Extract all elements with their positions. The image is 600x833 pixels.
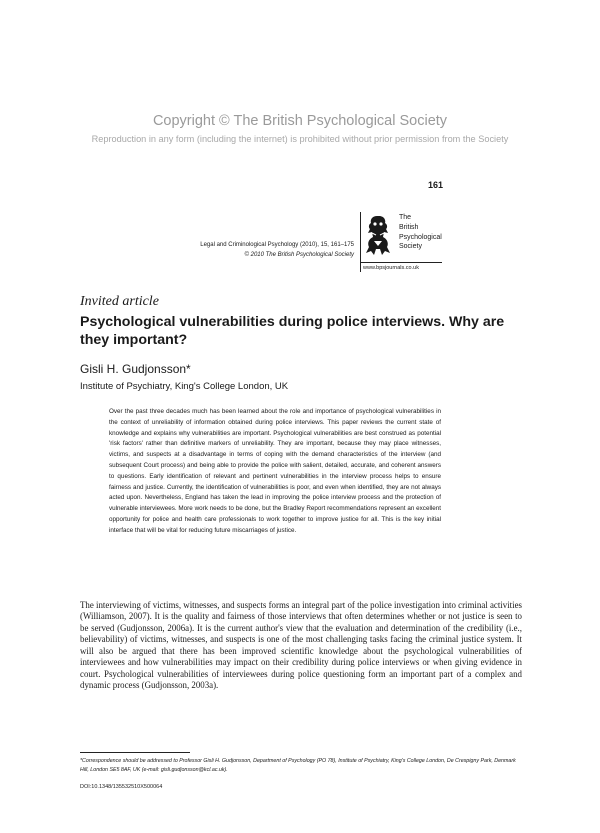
reproduction-notice: Reproduction in any form (including the internet) is prohibited without prior permission from the Society	[91, 134, 509, 144]
doi: DOI:10.1348/135532510X500064	[80, 784, 163, 790]
society-name	[399, 213, 442, 252]
website-link[interactable]: www.bpsjournals.co.uk	[363, 265, 419, 271]
author-name: Gisli H. Gudjonsson*	[80, 362, 191, 376]
header-divider-horizontal	[360, 262, 442, 263]
page-number: 161	[427, 180, 443, 190]
author-affiliation: Institute of Psychiatry, King's College London, UK	[80, 381, 289, 392]
article-type: Invited article	[80, 294, 159, 309]
article-title: Psychological vulnerabilities during police interviews. Why are they important?	[80, 314, 505, 348]
bps-logo-icon	[363, 213, 393, 259]
society-line: Psychological	[399, 233, 442, 241]
body-paragraph: The interviewing of victims, witnesses, and suspects forms an integral part of the police investigation into criminal activities (Williamson, 2007). It is the quality and fairness of those interviews that often determines whether or not justice is seen to be served (Gudjonsson, 2006a). It is the current author's view that the evaluation and determination of the credibility (i.e., believability) of victims, witnesses, and suspects is one of the most challenging tasks facing the criminal justice system. It will also be argued that there has been improved scientific knowledge about the psychological vulnerabilities of interviewees and how vulnerabilities may impact on their credibility during police interviews or when giving evidence in court. Psychological vulnerabilities of interviewees during police questioning form an important part of a complex and dynamic process (Gudjonsson, 2003a).	[80, 600, 522, 691]
society-line: The	[399, 214, 412, 221]
journal-copyright: © 2010 The British Psychological Society	[244, 252, 354, 258]
journal-line: Legal and Criminological Psychology (2010), 15, 161–175	[200, 242, 354, 248]
society-line: British	[399, 223, 419, 231]
header-divider-vertical	[360, 212, 361, 272]
abstract: Over the past three decades much has been learned about the role and importance of psychological vulnerabilities in the context of unreliability of information obtained during police interviews. This paper reviews the current state of knowledge and explains why vulnerabilities are important. Psychological vulnerabilities are best construed as potential 'risk factors' rather than definitive markers of unreliability. They are important, because they may place witnesses, victims, and suspects at a disadvantage in terms of coping with the demand characteristics of the interview (and subsequent Court process) and being able to provide the police with salient, detailed, accurate, and coherent answers to questions. Early identification of relevant and pertinent vulnerabilities in the interview process helps to ensure fairness and justice. Currently, the identification of vulnerabilities is poor, and even when identified, they are not always acted upon. Nevertheless, England has taken the lead in improving the police interview process and the protection of vulnerable interviewees. More work needs to be done, but the Bradley Report recommendations represent an excellent opportunity for police and health care professionals to work together to improve justice for all. This is the key initial interface that will be vital for reducing future miscarriages of justice.	[109, 408, 441, 534]
copyright-watermark: Copyright © The British Psychological Society	[152, 113, 448, 129]
footnote-divider	[80, 752, 190, 753]
society-line: Society	[399, 243, 422, 251]
journal-citation	[200, 240, 354, 260]
correspondence-footnote: *Correspondence should be addressed to Professor Gisli H. Gudjonsson, Department of Psychology (PO 78), Institute of Psychiatry, King's College London, De Crespigny Park, Denmark Hill, London SE5 8AF, UK (e-mail: gisli.gudjonsson@kcl.ac.uk).	[80, 758, 516, 774]
